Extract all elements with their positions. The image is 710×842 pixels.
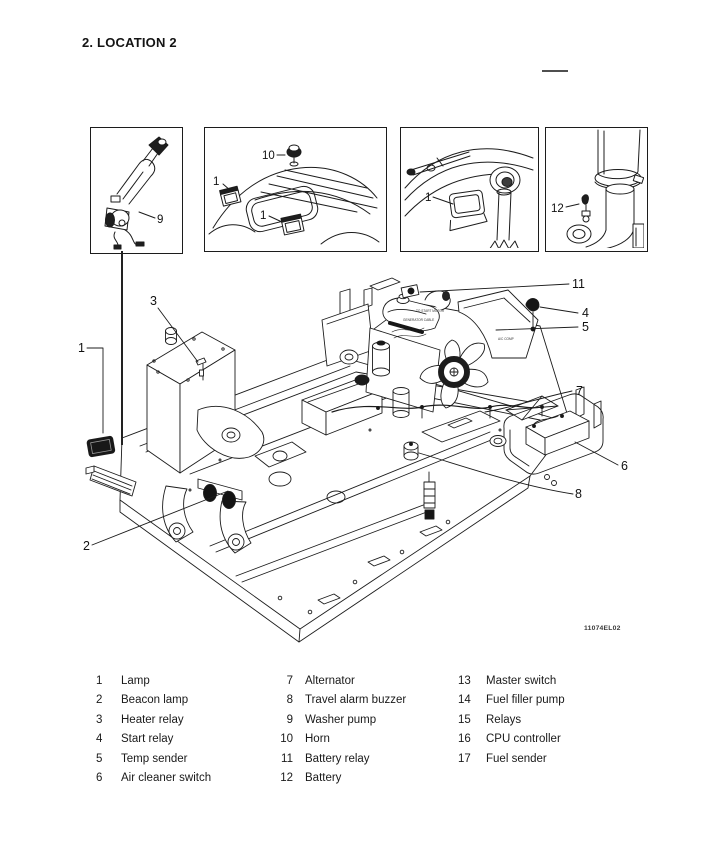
legend-item-label: Alternator xyxy=(305,675,355,687)
legend-item-label: Travel alarm buzzer xyxy=(305,694,407,707)
legend-item-number: 16 xyxy=(458,733,471,746)
legend-item-number: 13 xyxy=(458,675,471,687)
legend-item-label: Battery xyxy=(305,772,342,785)
legend-item-label: Washer pump xyxy=(305,713,377,726)
callout-lamp: 1 xyxy=(78,341,85,355)
legend-item-label: Horn xyxy=(305,733,330,746)
legend-item-number: 17 xyxy=(458,752,471,765)
callout-9: 9 xyxy=(157,214,164,226)
boom-lamp-figure xyxy=(401,128,535,248)
hood-top-figure xyxy=(205,128,383,248)
legend-item xyxy=(96,730,211,749)
legend-item-label: Master switch xyxy=(486,675,557,687)
legend-item xyxy=(96,691,211,710)
callout-battery-relay: 11 xyxy=(572,277,585,291)
legend-column-3 xyxy=(458,672,565,769)
callout-air-cleaner-switch: 6 xyxy=(621,459,628,473)
legend-item xyxy=(458,730,565,749)
air-cleaner-figure xyxy=(546,128,644,248)
washer-pump-figure xyxy=(91,128,179,250)
micro-label-generator-cable: GENERATOR CABLE xyxy=(403,318,435,322)
inset-washer-pump xyxy=(90,127,183,254)
legend-item-label: Temp sender xyxy=(121,752,188,765)
legend-item-number: 7 xyxy=(286,675,293,687)
legend-item xyxy=(458,691,565,710)
legend-item-number: 10 xyxy=(280,733,293,746)
legend-item-number: 2 xyxy=(96,694,103,707)
micro-label-start-motor: TO START MOTOR xyxy=(416,309,445,313)
legend-item-label: Heater relay xyxy=(121,713,184,726)
legend-column-2 xyxy=(273,672,406,788)
callout-beacon-lamp: 2 xyxy=(83,539,90,553)
legend-item-number: 6 xyxy=(96,772,103,785)
legend-item xyxy=(96,769,211,788)
legend-item-label: Beacon lamp xyxy=(121,694,189,707)
legend-item-number: 3 xyxy=(96,713,103,726)
legend-item-label: Air cleaner switch xyxy=(121,772,212,785)
legend-item-number: 11 xyxy=(281,752,293,765)
legend-item-number: 12 xyxy=(280,772,293,785)
main-location-figure xyxy=(70,260,660,650)
callout-1-right: 1 xyxy=(260,210,267,222)
legend-item-number: 15 xyxy=(458,713,471,726)
legend-item-number: 8 xyxy=(286,694,293,707)
legend-item-label: Lamp xyxy=(121,675,150,687)
legend-item xyxy=(458,711,565,730)
callout-temp-sender: 5 xyxy=(582,320,589,334)
legend-item xyxy=(458,672,565,691)
legend-item xyxy=(96,750,211,769)
callout-10: 10 xyxy=(262,150,275,162)
callout-heater-relay: 3 xyxy=(150,294,157,308)
micro-label-ac-comp: A/C COMP xyxy=(498,337,514,341)
inset-hood-top xyxy=(204,127,387,252)
decorative-dash xyxy=(542,70,568,72)
legend-item xyxy=(273,691,406,710)
inset-leader-line xyxy=(121,251,123,445)
legend-item-number: 9 xyxy=(286,713,293,726)
legend-item xyxy=(458,750,565,769)
legend-item xyxy=(273,711,406,730)
legend-item xyxy=(96,672,211,691)
callout-1: 1 xyxy=(425,192,432,204)
inset-boom-lamp xyxy=(400,127,539,252)
inset-air-cleaner xyxy=(545,127,648,252)
callout-travel-alarm-buzzer: 8 xyxy=(575,487,582,501)
legend-item-label: Start relay xyxy=(121,733,174,746)
legend-item-label: Fuel filler pump xyxy=(486,694,565,707)
legend-item-label: Relays xyxy=(486,713,522,726)
legend-item xyxy=(273,750,406,769)
legend-column-1 xyxy=(96,672,211,788)
page-title: 2. LOCATION 2 xyxy=(82,35,177,50)
legend-item-label: Battery relay xyxy=(305,752,370,765)
legend-item xyxy=(96,711,211,730)
legend-item-number: 4 xyxy=(96,733,103,746)
legend-item-number: 14 xyxy=(458,694,471,707)
legend-item-label: CPU controller xyxy=(486,733,561,746)
callout-12: 12 xyxy=(551,203,564,215)
legend-item xyxy=(273,730,406,749)
legend-item-number: 5 xyxy=(96,752,103,765)
callout-start-relay: 4 xyxy=(582,306,589,320)
callout-alternator: 7 xyxy=(576,384,583,398)
legend-item xyxy=(273,672,406,691)
legend-item-number: 1 xyxy=(96,675,103,687)
legend-item xyxy=(273,769,406,788)
legend-item-label: Fuel sender xyxy=(486,752,547,765)
callout-1-left: 1 xyxy=(213,176,220,188)
figure-code: 11074EL02 xyxy=(584,625,621,632)
